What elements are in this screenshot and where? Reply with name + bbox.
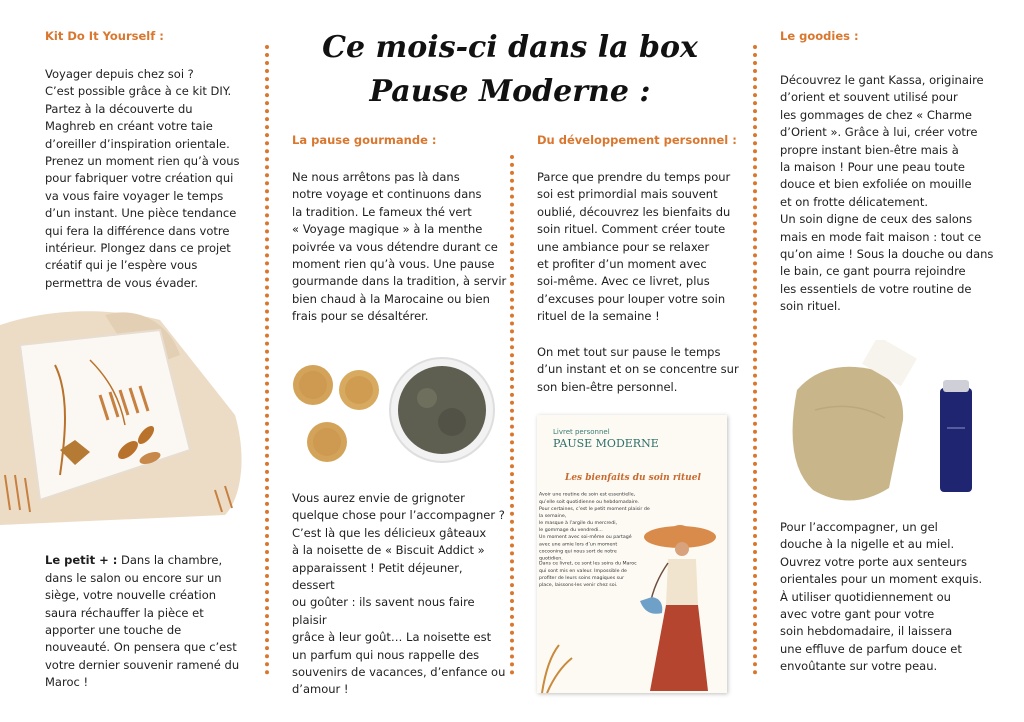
developpement-text-2: On met tout sur pause le temps d’un instant et on se concentre sur son bien-être personnel.	[537, 345, 739, 394]
column-divider-1	[265, 45, 273, 675]
goodies-text-2: Pour l’accompagner, un gel douche à la nigelle et au miel. Ouvrez votre porte aux senteurs orientales pour un moment exquis. À utiliser quotidiennement ou avec votre gant pour votre soin hebdomadaire, il laissera une effluve de parfum douce et envoûtante sur votre peau.	[780, 520, 983, 674]
column-divider-2	[510, 155, 518, 675]
petit-plus-body: Dans la chambre, dans le salon ou encore sur un siège, votre nouvelle création saura réchauffer la pièce et apporter une touche de nouveauté. On pensera que c’est votre dernier souvenir ramené du Maroc !	[45, 553, 240, 690]
section-heading-diy: Kit Do It Yourself :	[45, 29, 164, 43]
developpement-text-1: Parce que prendre du temps pour soi est primordial mais souvent oublié, découvrez les bienfaits du soin rituel. Comment créer toute une ambiance pour se relaxer et profiter d’un moment avec soi-même. Avec ce livret, plus d’excuses pour louper votre soin rituel de la semaine !	[537, 170, 731, 324]
title-line-2: Pause Moderne :	[369, 74, 651, 109]
booklet-brand: PAUSE MODERNE	[553, 437, 659, 450]
title-line-1: Ce mois-ci dans la box	[322, 30, 698, 65]
cushion-image	[0, 300, 250, 525]
biscuits-and-tea-image	[287, 350, 502, 470]
section-heading-gourmande: La pause gourmande :	[292, 133, 437, 147]
section-heading-goodies: Le goodies :	[780, 29, 859, 43]
column-divider-3	[753, 45, 761, 675]
diy-text: Voyager depuis chez soi ? C’est possible grâce à ce kit DIY. Partez à la découverte du Maghreb en créant votre taie d’oreiller d’inspiration orientale. Prenez un moment rien qu’à vous pour fabriquer votre création qui va vous faire voyager le temps d’un instant. Une pièce tendance qui fera la différence dans votre intérieur. Plongez dans ce projet créatif qui je l’espère vous permettra de vous évader.	[45, 67, 240, 290]
gourmande-text-2: Vous aurez envie de grignoter quelque chose pour l’accompagner ? C’est là que les délicieux gâteaux à la noisette de « Biscuit Addict » apparaissent ! Petit déjeuner, dessert ou goûter : ils savent nous faire plaisir grâce à leur goût… La noisette est un parfum qui nous rappelle des souvenirs de vacances, d’enfance ou d’amour !	[292, 491, 506, 697]
page-title	[300, 26, 720, 114]
booklet-image	[537, 415, 727, 693]
booklet-title: Les bienfaits du soin rituel	[565, 473, 701, 483]
woman-illustration	[632, 513, 724, 691]
booklet-text-1: Avoir une routine de soin est essentielle, qu’elle soit quotidienne ou hebdomadaire. Pour certaines, c’est le petit moment plaisir de la semaine, le masque à l’argile du mercredi, le gommage du vendredi... Un moment avec soi-même ou partagé avec une amie lors d’un moment cocooning qui nous sort de notre quotidien.	[539, 491, 650, 561]
gourmande-text-1: Ne nous arrêtons pas là dans notre voyage et continuons dans la tradition. Le fameux thé vert « Voyage magique » à la menthe poivrée va vous détendre durant ce moment rien qu’à vous. Une pause gourmande dans la tradition, à servir bien chaud à la Marocaine ou bien frais pour se désaltérer.	[292, 170, 507, 324]
petit-plus-text	[45, 535, 260, 692]
section-heading-developpement: Du développement personnel :	[537, 133, 737, 147]
booklet-plant	[537, 640, 577, 693]
goodies-text-1: Découvrez le gant Kassa, originaire d’orient et souvent utilisé pour les gommages de chez « Charme d’Orient ». Grâce à lui, créer votre propre instant bien-être mais à la maison ! Pour une peau toute douce et bien exfoliée on mouille et on frotte délicatement. Un soin digne de ceux des salons mais en mode fait maison : tout ce qu’on aime ! Sous la douche ou dans le bain, ce gant pourra rejoindre les essentiels de votre routine de soin rituel.	[780, 73, 994, 314]
kassa-glove-and-gel-image	[775, 340, 990, 505]
booklet-text-2: Dans ce livret, ce sont les soins du Maroc qui sont mis en valeur. Impossible de profiter de leurs soins magiques sur place, laissons-les venir chez soi.	[539, 560, 637, 588]
booklet-small-label: Livret personnel	[553, 428, 610, 436]
petit-plus-label: Le petit + :	[45, 553, 118, 568]
